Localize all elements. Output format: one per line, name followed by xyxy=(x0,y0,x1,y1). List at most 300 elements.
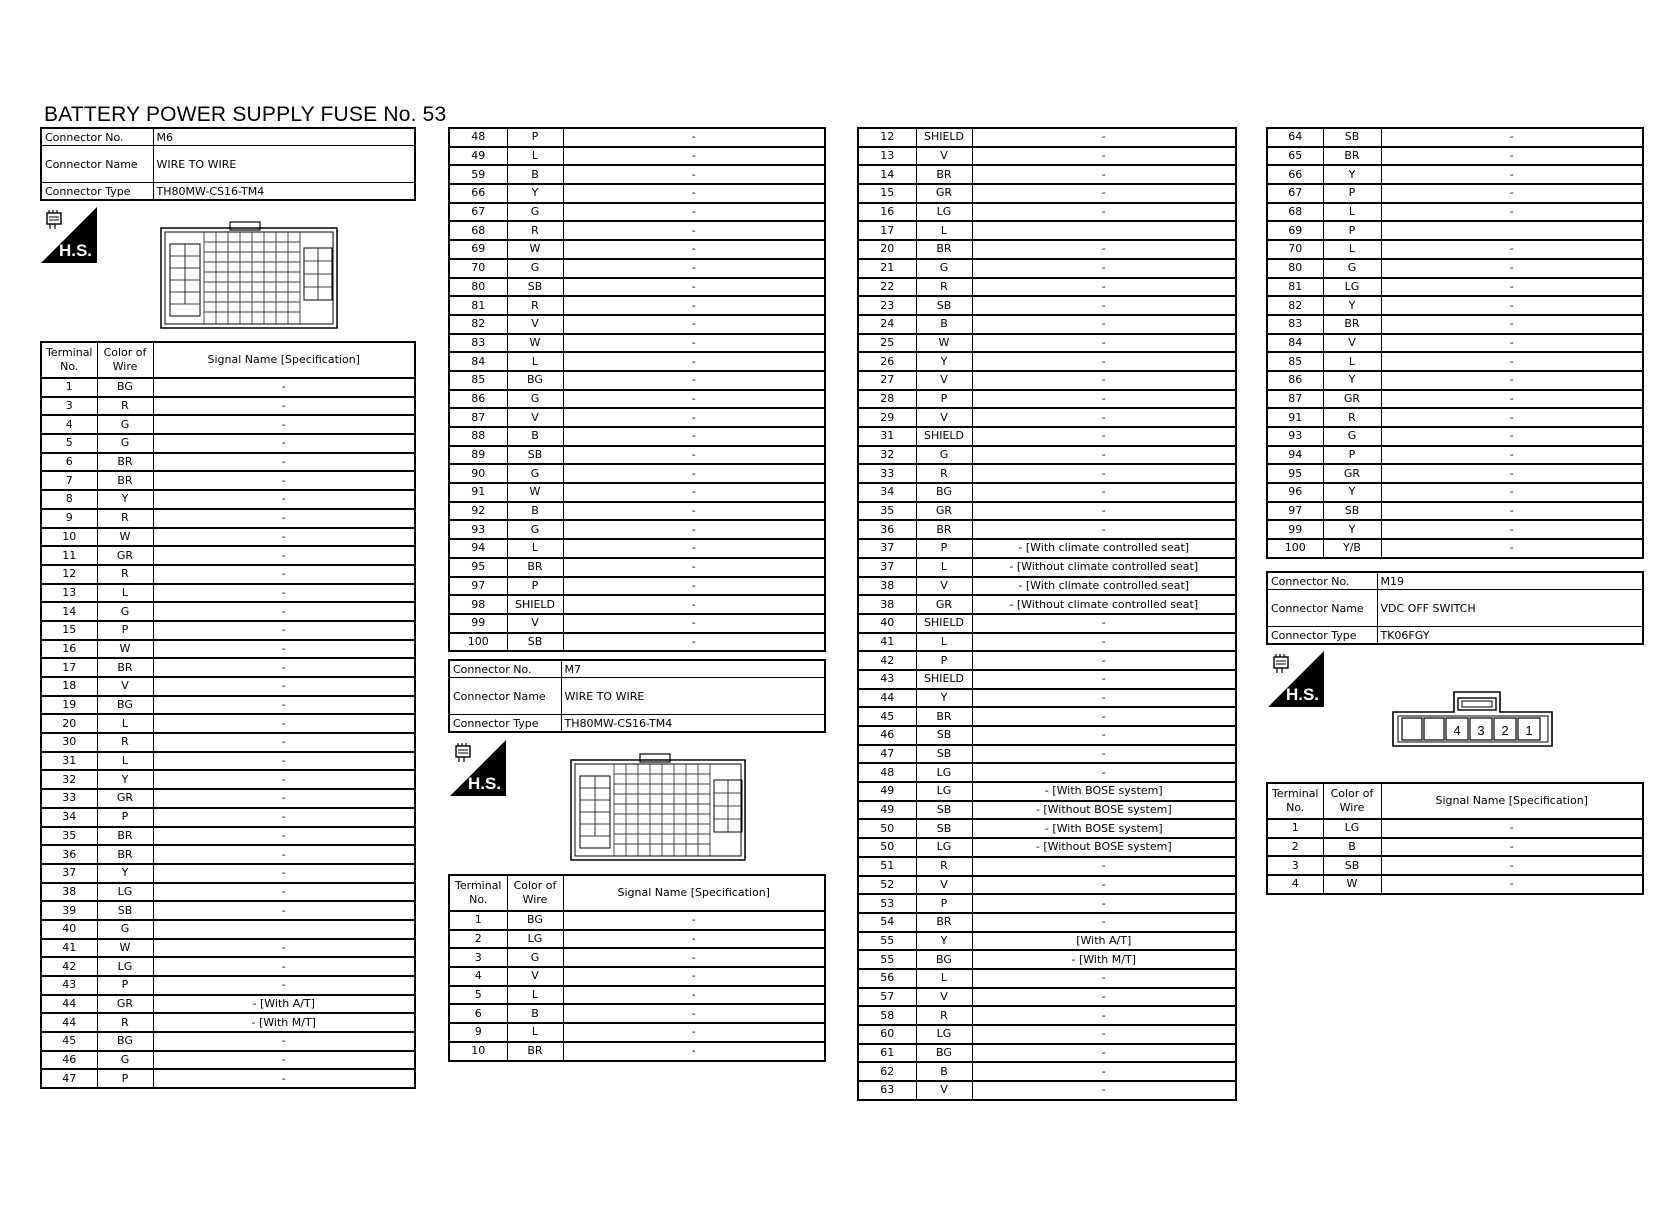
terminal-no-cell: 89 xyxy=(449,446,507,465)
signal-name-cell: - xyxy=(563,203,825,222)
terminal-no-cell: 25 xyxy=(858,334,916,353)
signal-name-cell: - xyxy=(1381,165,1643,184)
signal-name-cell: - xyxy=(1381,502,1643,521)
signal-name-cell: - xyxy=(972,184,1236,203)
wire-color-cell: R xyxy=(1323,408,1381,427)
wire-color-cell: BR xyxy=(97,827,153,846)
terminal-no-cell: 100 xyxy=(449,633,507,652)
wire-color-cell: Y xyxy=(1323,483,1381,502)
signal-name-cell: - xyxy=(563,948,825,967)
signal-name-cell: - xyxy=(1381,875,1643,894)
wire-color-cell: BR xyxy=(507,558,563,577)
wire-color-cell: BR xyxy=(97,471,153,490)
terminal-no-cell: 93 xyxy=(449,520,507,539)
table-row xyxy=(858,371,1236,390)
signal-name-cell: - xyxy=(153,640,415,659)
signal-name-cell: - [With M/T] xyxy=(972,950,1236,969)
signal-name-cell: - xyxy=(972,857,1236,876)
wire-color-cell: SB xyxy=(916,726,972,745)
wire-color-cell: GR xyxy=(97,789,153,808)
signal-name-cell: - [With climate controlled seat] xyxy=(972,577,1236,596)
terminal-no-cell: 16 xyxy=(858,203,916,222)
terminal-no-cell: 41 xyxy=(41,939,97,958)
terminal-no-cell: 3 xyxy=(449,948,507,967)
wire-color-cell: W xyxy=(916,334,972,353)
wire-color-cell: BR xyxy=(97,453,153,472)
terminal-no-cell: 44 xyxy=(41,995,97,1014)
table-row xyxy=(41,957,415,976)
table-row xyxy=(449,520,825,539)
signal-name-cell: - [Without BOSE system] xyxy=(972,801,1236,820)
color-of-wire-header: Color of Wire xyxy=(507,875,563,911)
signal-name-cell: - xyxy=(153,864,415,883)
terminal-no-cell: 11 xyxy=(41,546,97,565)
signal-name-cell: - xyxy=(563,483,825,502)
connector-type-value: TH80MW-CS16-TM4 xyxy=(153,183,415,201)
terminal-no-cell: 80 xyxy=(1267,259,1323,278)
table-row xyxy=(41,397,415,416)
wire-color-cell: G xyxy=(507,259,563,278)
wire-color-cell: V xyxy=(507,315,563,334)
table-row xyxy=(1267,296,1643,315)
table-row xyxy=(41,733,415,752)
table-row xyxy=(41,845,415,864)
terminal-no-cell: 10 xyxy=(41,528,97,547)
wire-color-cell: P xyxy=(1323,446,1381,465)
terminal-no-cell: 34 xyxy=(41,808,97,827)
table-row xyxy=(1267,539,1643,558)
wire-color-cell: L xyxy=(1323,352,1381,371)
signal-name-cell: - xyxy=(972,446,1236,465)
signal-name-cell: - xyxy=(972,147,1236,166)
wire-color-cell: LG xyxy=(916,203,972,222)
table-row xyxy=(449,930,825,949)
table-row xyxy=(1267,128,1643,147)
terminal-no-cell: 13 xyxy=(858,147,916,166)
signal-name-cell xyxy=(972,221,1236,240)
wire-color-cell: BG xyxy=(97,378,153,397)
terminal-no-cell: 50 xyxy=(858,838,916,857)
terminal-no-cell: 35 xyxy=(41,827,97,846)
connector-name-label: Connector Name xyxy=(449,678,561,715)
table-row xyxy=(1267,278,1643,297)
terminal-no-cell: 84 xyxy=(449,352,507,371)
signal-name-cell: - xyxy=(1381,296,1643,315)
wire-color-cell: SHIELD xyxy=(916,427,972,446)
pin-number-label: 3 xyxy=(1477,723,1485,738)
wire-color-cell: LG xyxy=(916,782,972,801)
signal-name-cell: - xyxy=(153,845,415,864)
table-row xyxy=(858,838,1236,857)
signal-name-cell: - xyxy=(153,789,415,808)
connector-no-value: M7 xyxy=(561,660,825,678)
connector-type-label: Connector Type xyxy=(449,715,561,733)
table-row xyxy=(858,689,1236,708)
signal-name-cell: - [With climate controlled seat] xyxy=(972,539,1236,558)
signal-name-cell: - xyxy=(1381,838,1643,857)
wire-color-cell: V xyxy=(916,577,972,596)
table-row xyxy=(1267,352,1643,371)
wire-color-cell: G xyxy=(507,203,563,222)
wire-color-cell: B xyxy=(507,1004,563,1023)
terminal-no-cell: 85 xyxy=(449,371,507,390)
terminal-no-cell: 39 xyxy=(41,901,97,920)
wire-color-cell: L xyxy=(1323,240,1381,259)
table-row xyxy=(41,471,415,490)
terminal-no-cell: 32 xyxy=(858,446,916,465)
signal-name-cell: - xyxy=(153,957,415,976)
connector-no-label: Connector No. xyxy=(1267,572,1377,590)
terminal-no-cell: 32 xyxy=(41,770,97,789)
terminal-no-cell: 1 xyxy=(449,911,507,930)
wire-color-cell: R xyxy=(916,1006,972,1025)
signal-name-cell: - xyxy=(563,352,825,371)
signal-name-cell: - xyxy=(972,240,1236,259)
wire-color-cell: BR xyxy=(916,520,972,539)
wire-color-cell: BR xyxy=(97,845,153,864)
table-row xyxy=(449,1004,825,1023)
wire-color-cell: Y xyxy=(97,864,153,883)
signal-name-cell: - xyxy=(153,808,415,827)
hand-connector-icon xyxy=(453,742,475,764)
wire-color-cell: R xyxy=(97,1013,153,1032)
terminal-no-cell: 5 xyxy=(41,434,97,453)
table-row xyxy=(41,901,415,920)
wire-color-cell: Y xyxy=(916,932,972,951)
terminal-no-cell: 81 xyxy=(449,296,507,315)
wire-color-cell: BG xyxy=(916,1044,972,1063)
table-row xyxy=(858,427,1236,446)
terminal-no-cell: 6 xyxy=(449,1004,507,1023)
wire-color-cell: R xyxy=(916,464,972,483)
color-of-wire-header: Color of Wire xyxy=(97,342,153,378)
terminal-no-cell: 82 xyxy=(1267,296,1323,315)
signal-name-cell: - xyxy=(153,453,415,472)
terminal-no-cell: 53 xyxy=(858,894,916,913)
m6-terminal-table-continued xyxy=(448,127,826,652)
wire-color-cell: B xyxy=(507,165,563,184)
m6-connector-info xyxy=(40,127,416,201)
signal-name-cell: - xyxy=(563,128,825,147)
terminal-no-cell: 22 xyxy=(858,278,916,297)
terminal-no-cell: 48 xyxy=(858,763,916,782)
terminal-no-cell: 41 xyxy=(858,633,916,652)
table-row xyxy=(449,614,825,633)
terminal-no-cell: 87 xyxy=(449,408,507,427)
terminal-no-cell: 56 xyxy=(858,969,916,988)
terminal-no-cell: 94 xyxy=(1267,446,1323,465)
terminal-no-cell: 47 xyxy=(41,1069,97,1088)
wire-color-cell: P xyxy=(507,577,563,596)
signal-name-cell: - xyxy=(153,471,415,490)
terminal-no-cell: 68 xyxy=(449,221,507,240)
table-row xyxy=(41,621,415,640)
signal-name-cell: - xyxy=(972,726,1236,745)
signal-name-cell: - xyxy=(1381,240,1643,259)
table-row xyxy=(41,602,415,621)
terminal-no-cell: 57 xyxy=(858,988,916,1007)
table-row xyxy=(858,315,1236,334)
wire-color-cell: L xyxy=(507,539,563,558)
color-of-wire-header: Color of Wire xyxy=(1323,783,1381,819)
m19-terminal-table xyxy=(1266,782,1644,895)
signal-name-cell: - xyxy=(1381,278,1643,297)
table-row xyxy=(449,967,825,986)
table-row xyxy=(858,128,1236,147)
terminal-no-cell: 54 xyxy=(858,913,916,932)
signal-name-cell: - xyxy=(563,334,825,353)
table-row xyxy=(858,969,1236,988)
terminal-no-cell: 62 xyxy=(858,1062,916,1081)
wire-color-cell: GR xyxy=(916,184,972,203)
signal-name-cell: - xyxy=(972,408,1236,427)
signal-name-cell: - xyxy=(972,689,1236,708)
table-row xyxy=(1267,838,1643,857)
table-row xyxy=(858,203,1236,222)
terminal-no-cell: 82 xyxy=(449,315,507,334)
table-row xyxy=(858,819,1236,838)
signal-name-cell: - xyxy=(563,930,825,949)
table-row xyxy=(858,539,1236,558)
table-row xyxy=(41,509,415,528)
connector-type-label: Connector Type xyxy=(41,183,153,201)
signal-name-cell: - xyxy=(153,939,415,958)
terminal-no-cell: 85 xyxy=(1267,352,1323,371)
table-row xyxy=(1267,520,1643,539)
terminal-no-cell: 36 xyxy=(858,520,916,539)
terminal-no-cell: 38 xyxy=(858,595,916,614)
terminal-no-cell: 12 xyxy=(41,565,97,584)
wire-color-cell: R xyxy=(507,296,563,315)
signal-name-cell: - xyxy=(972,651,1236,670)
signal-name-cell: - xyxy=(563,502,825,521)
signal-name-cell: - xyxy=(563,165,825,184)
signal-name-cell: - xyxy=(1381,446,1643,465)
table-row xyxy=(858,932,1236,951)
m19-connector-face-drawing xyxy=(1392,690,1554,748)
signal-name-cell: - xyxy=(1381,856,1643,875)
wire-color-cell: BG xyxy=(97,1032,153,1051)
table-row xyxy=(449,371,825,390)
table-row xyxy=(858,876,1236,895)
signal-name-cell: - xyxy=(563,446,825,465)
table-row xyxy=(41,808,415,827)
signal-name-header: Signal Name [Specification] xyxy=(153,342,415,378)
table-row xyxy=(449,483,825,502)
wire-color-cell: P xyxy=(97,1069,153,1088)
signal-name-cell: - xyxy=(153,658,415,677)
wire-color-cell: P xyxy=(1323,184,1381,203)
signal-name-cell: - xyxy=(972,464,1236,483)
table-row xyxy=(858,296,1236,315)
wire-color-cell: GR xyxy=(97,995,153,1014)
terminal-no-cell: 96 xyxy=(1267,483,1323,502)
wire-color-cell: W xyxy=(97,640,153,659)
signal-name-cell: - xyxy=(153,901,415,920)
table-row xyxy=(858,558,1236,577)
terminal-no-cell: 33 xyxy=(858,464,916,483)
terminal-no-cell: 44 xyxy=(858,689,916,708)
wire-color-cell: W xyxy=(97,939,153,958)
wire-color-cell: P xyxy=(97,976,153,995)
table-row xyxy=(1267,184,1643,203)
pin-number-label: 4 xyxy=(1453,723,1461,738)
m7-connector-face-drawing xyxy=(570,752,746,862)
terminal-no-cell: 3 xyxy=(1267,856,1323,875)
wire-color-cell: B xyxy=(507,427,563,446)
signal-name-cell: - xyxy=(153,752,415,771)
signal-name-cell: - xyxy=(153,490,415,509)
terminal-no-cell: 42 xyxy=(858,651,916,670)
terminal-no-cell: 37 xyxy=(858,539,916,558)
wire-color-cell: LG xyxy=(916,838,972,857)
signal-name-cell: - xyxy=(563,633,825,652)
table-row xyxy=(41,976,415,995)
terminal-no-cell: 65 xyxy=(1267,147,1323,166)
table-row xyxy=(858,446,1236,465)
table-row xyxy=(858,240,1236,259)
table-row xyxy=(41,1032,415,1051)
terminal-no-cell: 50 xyxy=(858,819,916,838)
table-row xyxy=(449,221,825,240)
table-row xyxy=(858,577,1236,596)
table-row xyxy=(449,334,825,353)
pin-number-label: 1 xyxy=(1525,723,1533,738)
terminal-no-cell: 100 xyxy=(1267,539,1323,558)
wire-color-cell: BG xyxy=(507,911,563,930)
terminal-no-cell: 86 xyxy=(1267,371,1323,390)
table-row xyxy=(449,296,825,315)
table-row xyxy=(858,614,1236,633)
signal-name-cell: - xyxy=(972,334,1236,353)
wire-color-cell: SB xyxy=(1323,856,1381,875)
wire-color-cell: SB xyxy=(916,296,972,315)
terminal-no-cell: 10 xyxy=(449,1042,507,1061)
wire-color-cell: SB xyxy=(507,278,563,297)
terminal-no-cell: 9 xyxy=(41,509,97,528)
table-row xyxy=(858,707,1236,726)
wire-color-cell: SHIELD xyxy=(507,595,563,614)
wire-color-cell: BR xyxy=(507,1042,563,1061)
wire-color-cell: Y xyxy=(97,490,153,509)
hand-connector-icon xyxy=(1271,653,1293,675)
table-row xyxy=(858,988,1236,1007)
signal-name-cell: - xyxy=(1381,315,1643,334)
wire-color-cell: P xyxy=(97,621,153,640)
terminal-no-cell: 87 xyxy=(1267,390,1323,409)
terminal-no-cell: 83 xyxy=(449,334,507,353)
terminal-no-cell: 90 xyxy=(449,464,507,483)
wire-color-cell: LG xyxy=(97,957,153,976)
wire-color-cell: P xyxy=(916,539,972,558)
signal-name-cell: - xyxy=(972,670,1236,689)
terminal-no-cell: 4 xyxy=(41,415,97,434)
signal-name-cell: - xyxy=(563,558,825,577)
terminal-no-cell: 17 xyxy=(41,658,97,677)
table-row xyxy=(449,240,825,259)
wire-color-cell: Y xyxy=(1323,520,1381,539)
terminal-no-cell: 69 xyxy=(1267,221,1323,240)
terminal-no-cell: 14 xyxy=(41,602,97,621)
signal-name-cell: - xyxy=(153,565,415,584)
terminal-no-header: Terminal No. xyxy=(449,875,507,911)
wire-color-cell: Y xyxy=(916,352,972,371)
signal-name-cell: - xyxy=(153,415,415,434)
wire-color-cell: LG xyxy=(916,763,972,782)
table-row xyxy=(1267,483,1643,502)
terminal-no-cell: 5 xyxy=(449,986,507,1005)
terminal-no-cell: 81 xyxy=(1267,278,1323,297)
wire-color-cell: G xyxy=(507,520,563,539)
wire-color-cell: Y xyxy=(1323,371,1381,390)
signal-name-cell: - xyxy=(972,1006,1236,1025)
table-row xyxy=(1267,502,1643,521)
signal-name-cell: - xyxy=(972,1081,1236,1100)
connector-name-value: WIRE TO WIRE xyxy=(153,146,415,183)
wire-color-cell: V xyxy=(507,614,563,633)
wire-color-cell: BG xyxy=(97,696,153,715)
signal-name-cell: - xyxy=(972,296,1236,315)
signal-name-cell: - xyxy=(153,696,415,715)
wire-color-cell: GR xyxy=(1323,464,1381,483)
terminal-no-cell: 83 xyxy=(1267,315,1323,334)
wire-color-cell: Y xyxy=(507,184,563,203)
table-row xyxy=(449,165,825,184)
table-row xyxy=(41,770,415,789)
table-row xyxy=(1267,408,1643,427)
signal-name-cell: - xyxy=(153,883,415,902)
terminal-no-cell: 20 xyxy=(858,240,916,259)
terminal-no-cell: 24 xyxy=(858,315,916,334)
terminal-no-cell: 3 xyxy=(41,397,97,416)
signal-name-cell: - xyxy=(1381,819,1643,838)
connector-name-value: VDC OFF SWITCH xyxy=(1377,590,1643,627)
terminal-no-cell: 46 xyxy=(41,1051,97,1070)
table-row xyxy=(858,165,1236,184)
terminal-no-cell: 26 xyxy=(858,352,916,371)
terminal-no-cell: 28 xyxy=(858,390,916,409)
connector-type-value: TK06FGY xyxy=(1377,627,1643,645)
wire-color-cell: GR xyxy=(1323,390,1381,409)
table-row xyxy=(41,415,415,434)
signal-name-cell: - xyxy=(563,390,825,409)
terminal-no-cell: 9 xyxy=(449,1023,507,1042)
terminal-no-cell: 14 xyxy=(858,165,916,184)
table-row xyxy=(41,883,415,902)
signal-name-cell: - xyxy=(1381,408,1643,427)
wire-color-cell: LG xyxy=(97,883,153,902)
signal-name-cell: - xyxy=(972,988,1236,1007)
table-row xyxy=(1267,203,1643,222)
pin-number-label: 2 xyxy=(1501,723,1509,738)
wire-color-cell: V xyxy=(507,967,563,986)
signal-name-cell: - xyxy=(563,296,825,315)
signal-name-cell xyxy=(153,920,415,939)
table-row xyxy=(41,789,415,808)
table-row xyxy=(1267,371,1643,390)
terminal-no-cell: 94 xyxy=(449,539,507,558)
table-row xyxy=(449,278,825,297)
signal-name-cell: - xyxy=(153,770,415,789)
connector-type-label: Connector Type xyxy=(1267,627,1377,645)
terminal-no-header: Terminal No. xyxy=(1267,783,1323,819)
terminal-no-cell: 2 xyxy=(449,930,507,949)
signal-name-cell: - xyxy=(153,1051,415,1070)
table-row xyxy=(449,577,825,596)
wire-color-cell: P xyxy=(916,894,972,913)
wire-color-cell: L xyxy=(1323,203,1381,222)
wire-color-cell: Y/B xyxy=(1323,539,1381,558)
